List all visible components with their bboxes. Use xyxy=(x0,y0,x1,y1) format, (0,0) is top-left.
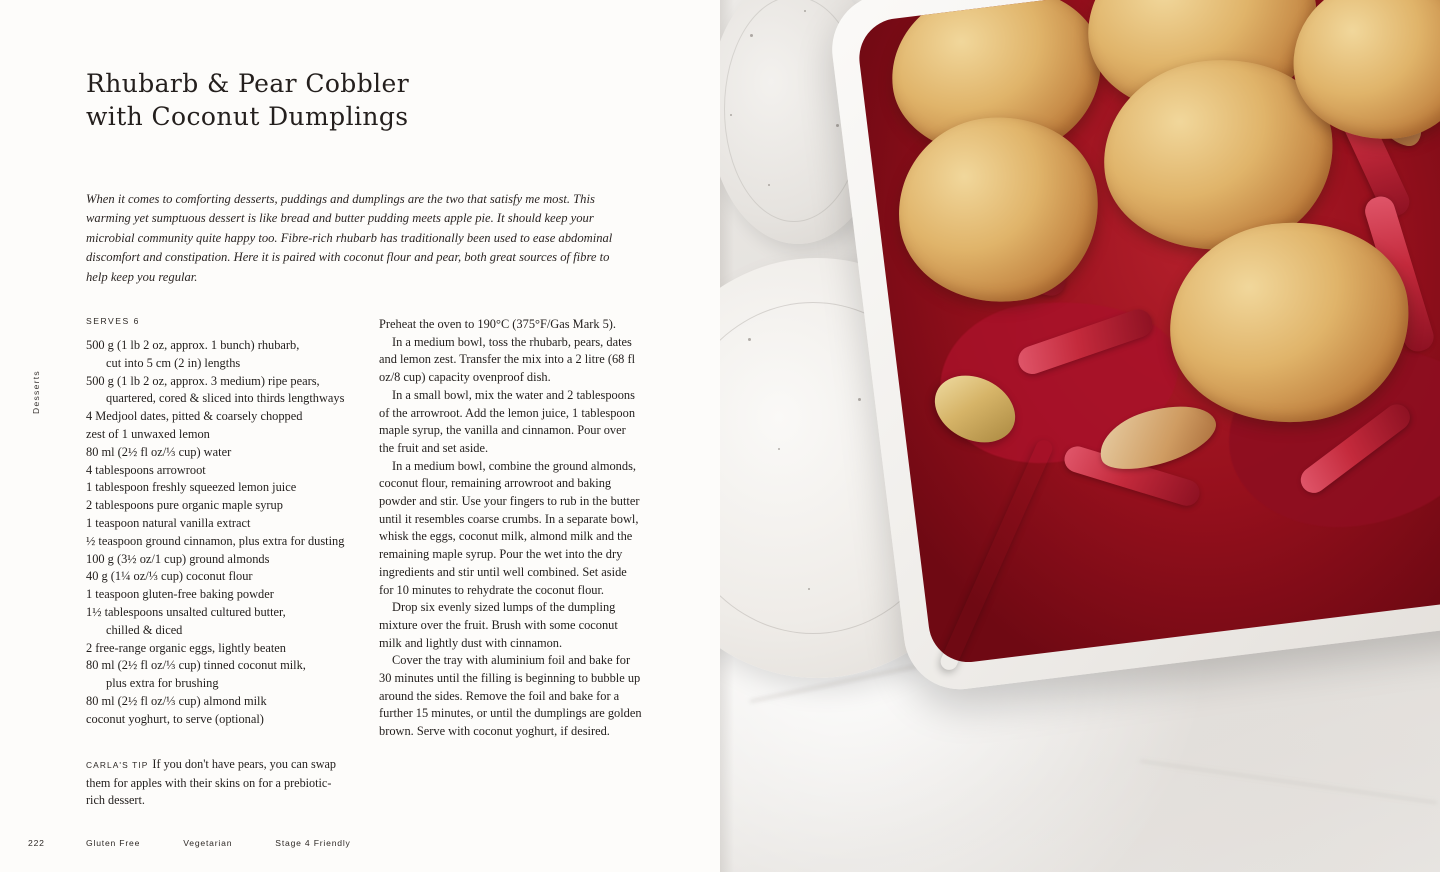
list-item xyxy=(86,426,379,444)
tag-vegetarian: Vegetarian xyxy=(183,838,233,848)
ingredient-text: 4 Medjool dates, pitted & coarsely chopped xyxy=(86,409,303,424)
list-item xyxy=(86,408,379,426)
list-item xyxy=(86,604,379,640)
page-number: 222 xyxy=(28,838,45,848)
tag-gluten-free: Gluten Free xyxy=(86,838,141,848)
page-title xyxy=(86,67,606,133)
page-footer xyxy=(28,838,668,848)
method-step: In a small bowl, mix the water and 2 tablespoons of the arrowroot. Add the lemon juice, 1 tablespoon maple syrup, the vanilla and cinnamon. Pour over the fruit and set aside. xyxy=(379,387,636,455)
tip-text: If you don't have pears, you can swap them for apples with their skins on for a prebiotic-rich dessert. xyxy=(86,757,337,808)
recipe-photo xyxy=(720,0,1440,872)
ingredient-text: 1 tablespoon freshly squeezed lemon juice xyxy=(86,480,297,495)
method-step: Drop six evenly sized lumps of the dumpling mixture over the fruit. Brush with some coconut milk and lightly dust with cinnamon. xyxy=(379,600,618,650)
ingredient-text: 40 g (1¼ oz/⅓ cup) coconut flour xyxy=(86,569,253,584)
list-item xyxy=(86,568,379,586)
recipe-columns xyxy=(86,316,642,741)
recipe-title-line-2: with Coconut Dumplings xyxy=(86,101,409,131)
ingredient-text: 4 tablespoons arrowroot xyxy=(86,462,206,477)
list-item xyxy=(86,497,379,515)
serves-label: SERVES 6 xyxy=(86,316,140,326)
ingredient-text: 1 teaspoon natural vanilla extract xyxy=(86,515,251,530)
recipe-intro xyxy=(86,190,618,287)
list-item xyxy=(86,711,379,729)
list-item xyxy=(86,657,379,693)
cobbler-filling xyxy=(855,0,1440,667)
method-step: Preheat the oven to 190°C (375°F/Gas Mark 5). xyxy=(379,317,617,331)
ingredient-text: ½ teaspoon ground cinnamon, plus extra for dusting xyxy=(86,533,345,548)
ingredient-text-cont: quartered, cored & sliced into thirds lengthways xyxy=(106,391,345,406)
ingredient-text-cont: plus extra for brushing xyxy=(106,676,219,691)
tip-label: CARLA'S TIP xyxy=(86,760,149,770)
ingredient-text: 500 g (1 lb 2 oz, approx. 1 bunch) rhubarb, xyxy=(86,338,300,352)
ingredient-text: coconut yoghurt, to serve (optional) xyxy=(86,711,264,726)
ingredient-text: 80 ml (2½ fl oz/⅓ cup) almond milk xyxy=(86,693,267,708)
ingredients-column xyxy=(86,316,379,741)
list-item xyxy=(86,533,379,551)
list-item xyxy=(86,551,379,569)
ingredient-text: zest of 1 unwaxed lemon xyxy=(86,426,210,441)
ingredient-text: 2 tablespoons pure organic maple syrup xyxy=(86,498,283,513)
ingredient-text: 100 g (3½ oz/1 cup) ground almonds xyxy=(86,551,270,566)
method-step: In a medium bowl, combine the ground almonds, coconut flour, remaining arrowroot and baking powder and stir. Use your fingers to rub in the butter until it resembles coarse crumbs. In a separate bowl, whisk the eggs, coconut milk, almond milk and the remaining maple syrup. Pour the wet into the dry ingredients and stir until well combined. Set aside for 10 minutes to rehydrate the coconut flour. xyxy=(379,458,640,597)
method-step: Cover the tray with aluminium foil and bake for 30 minutes until the filling is beginning to bubble up around the sides. Remove the foil and bake for a further 15 minutes, or until the dumplings are golden brown. Serve with coconut yoghurt, if desired. xyxy=(379,653,642,739)
tag-stage-4-friendly: Stage 4 Friendly xyxy=(275,838,351,848)
method-step: In a medium bowl, toss the rhubarb, pears, dates and lemon zest. Transfer the mix into a 2 litre (68 fl oz/8 cup) capacity ovenproof dish. xyxy=(379,334,636,385)
list-item xyxy=(86,462,379,480)
method-column xyxy=(379,316,642,741)
list-item xyxy=(86,479,379,497)
ingredient-text: 500 g (1 lb 2 oz, approx. 3 medium) ripe pears, xyxy=(86,373,320,388)
recipe-intro-text: When it comes to comforting desserts, puddings and dumplings are the two that satisfy me most. This warming yet sumptuous dessert is like bread and butter pudding meets apple pie. It should keep your microbial community quite happy too. Fibre-rich rhubarb has traditionally been used to ease abdominal discomfort and constipation. Here it is paired with coconut flour and pear, both great sources of fibre to help keep you regular. xyxy=(86,192,613,284)
list-item xyxy=(86,693,379,711)
ingredient-text: 80 ml (2½ fl oz/⅓ cup) tinned coconut milk, xyxy=(86,658,306,673)
list-item xyxy=(86,337,379,373)
recipe-tip xyxy=(86,756,344,810)
ingredient-text-cont: chilled & diced xyxy=(106,622,183,637)
ingredient-text: 80 ml (2½ fl oz/⅓ cup) water xyxy=(86,444,232,459)
ingredient-text: 2 free-range organic eggs, lightly beaten xyxy=(86,640,287,655)
ingredient-text: 1½ tablespoons unsalted cultured butter, xyxy=(86,604,286,619)
list-item xyxy=(86,515,379,533)
list-item xyxy=(86,586,379,604)
list-item xyxy=(86,373,379,409)
ingredients-list xyxy=(86,337,379,729)
chapter-label: Desserts xyxy=(31,370,41,414)
list-item xyxy=(86,640,379,658)
recipe-title-line-1: Rhubarb & Pear Cobbler xyxy=(86,68,410,98)
baking-dish xyxy=(826,0,1440,696)
ingredient-text-cont: cut into 5 cm (2 in) lengths xyxy=(106,355,241,370)
coconut-dumpling xyxy=(888,106,1109,314)
ingredient-text: 1 teaspoon gluten-free baking powder xyxy=(86,587,274,602)
method-list xyxy=(379,316,642,741)
list-item xyxy=(86,444,379,462)
